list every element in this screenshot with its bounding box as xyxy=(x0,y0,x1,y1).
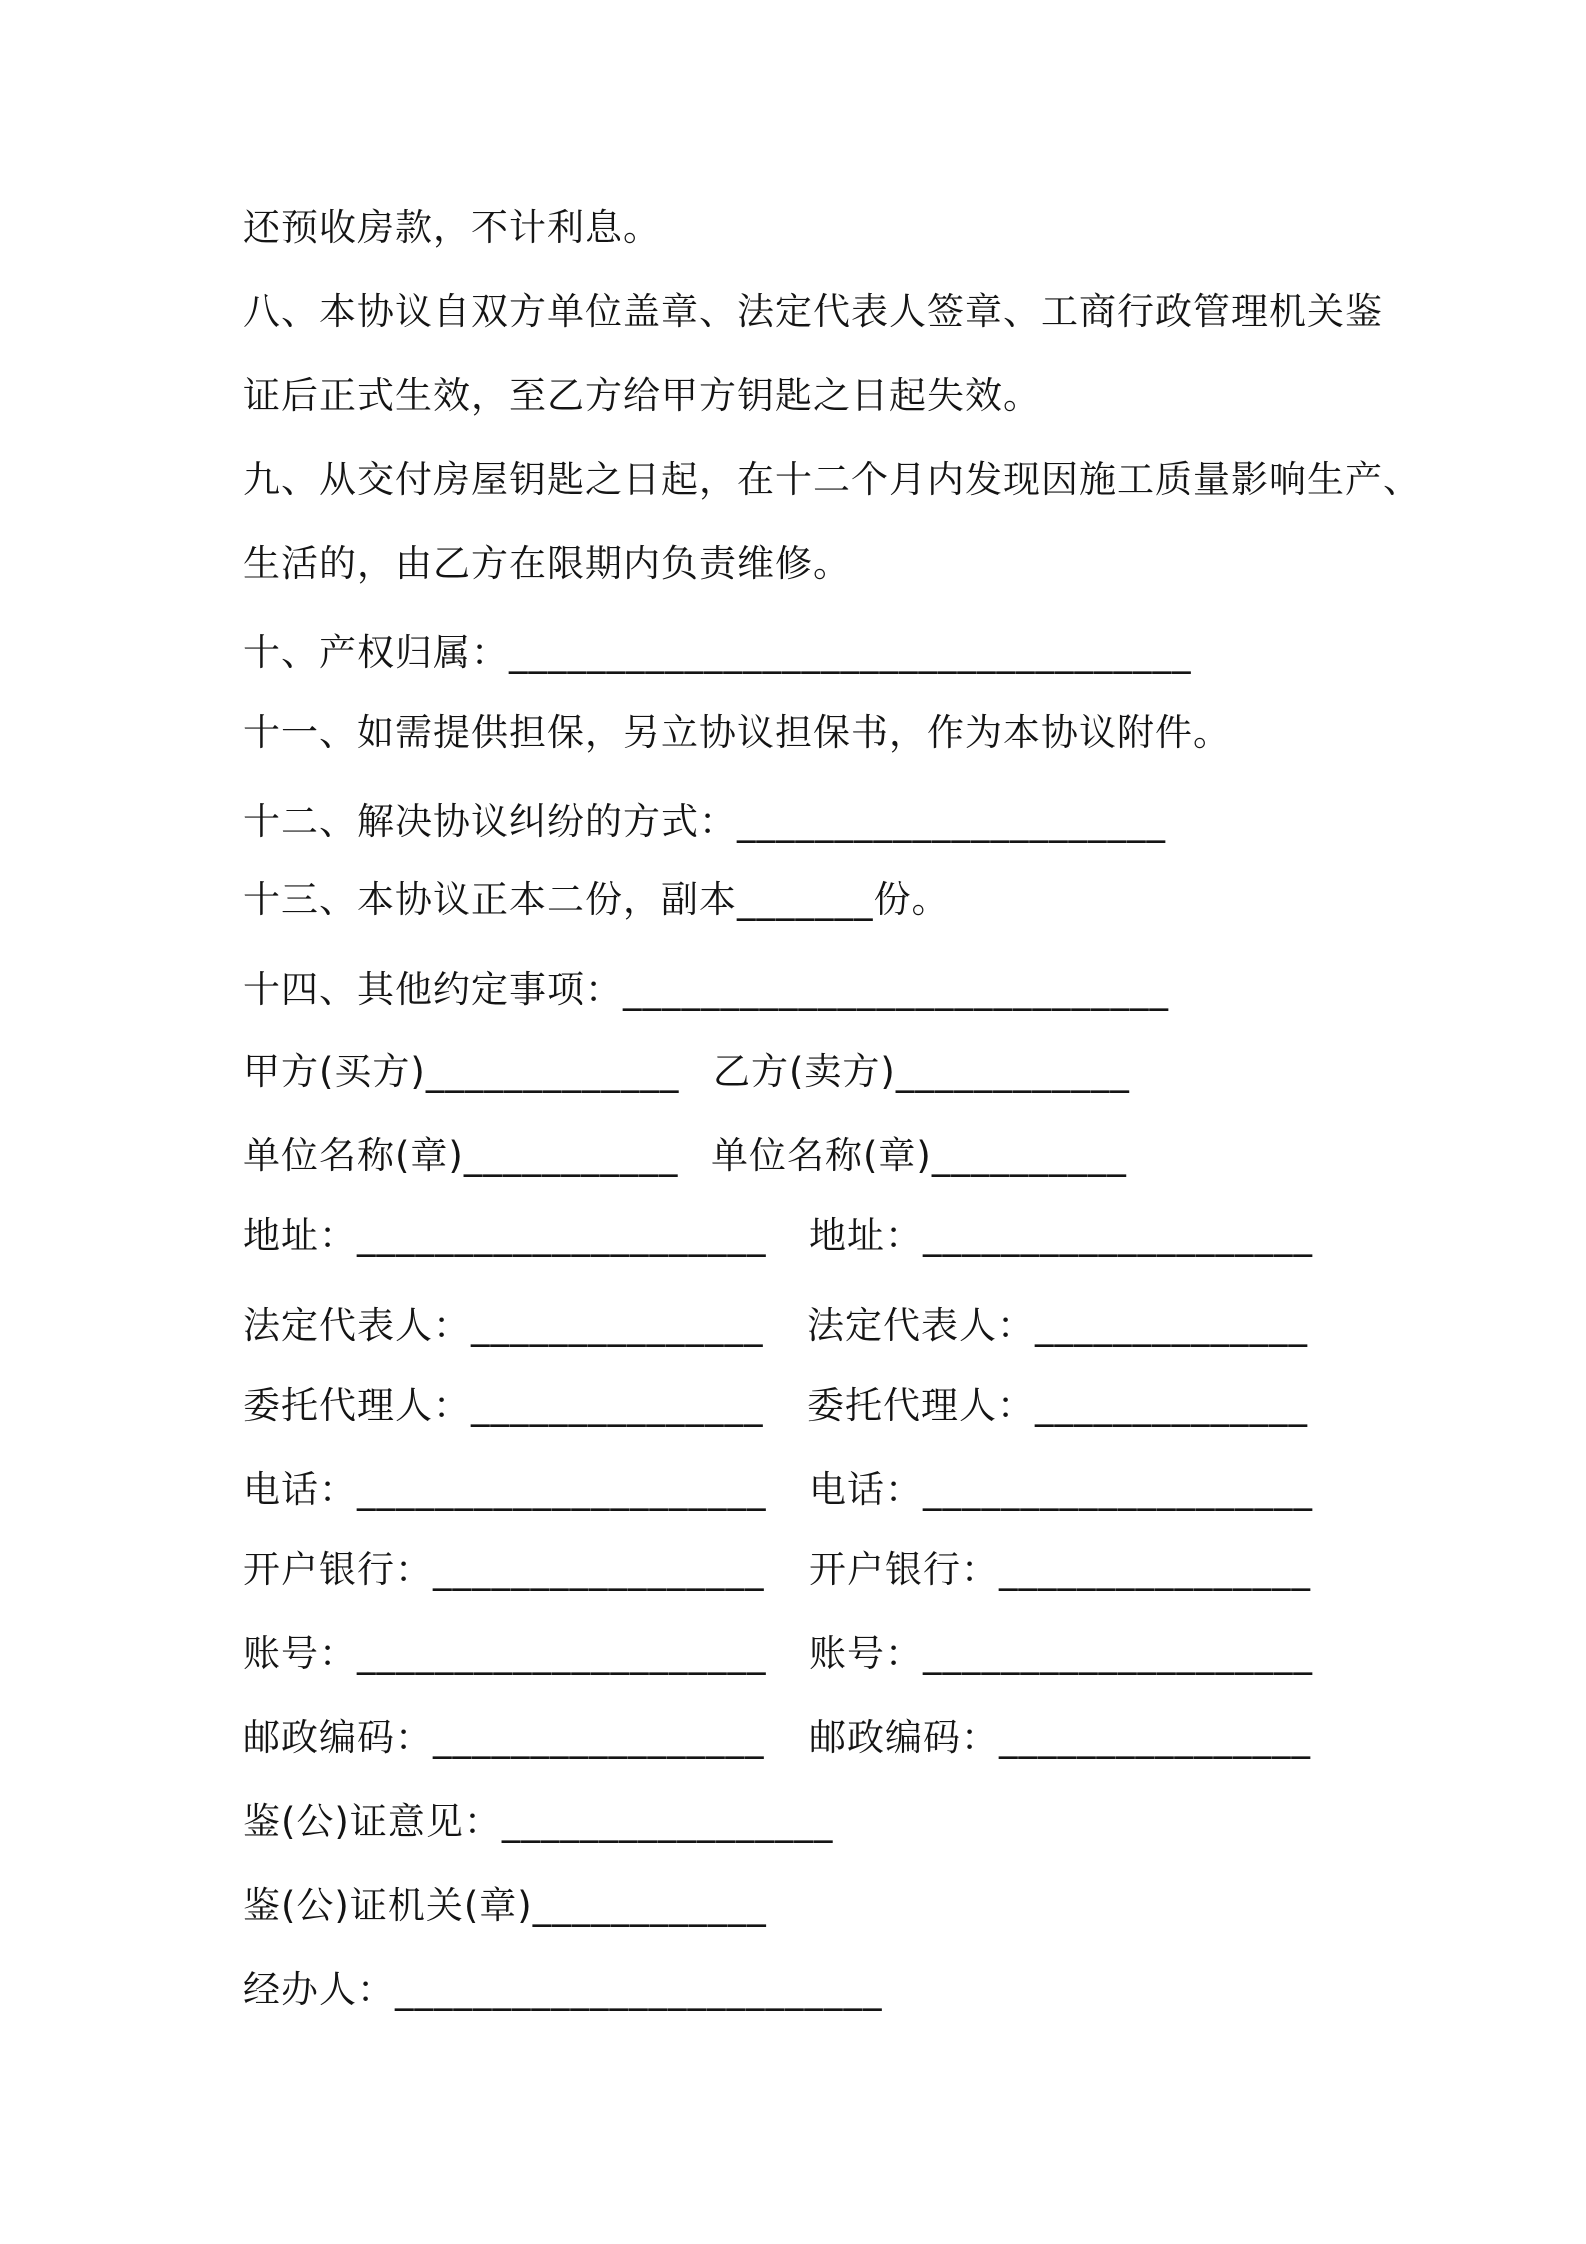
agent-b: 委托代理人：______________ xyxy=(807,1384,1308,1427)
account-b: 账号：____________________ xyxy=(809,1632,1313,1675)
legal-rep-row xyxy=(243,1304,1308,1348)
postcode-a: 邮政编码：_________________ xyxy=(243,1716,765,1759)
clause-14-other: 十四、其他约定事项：____________________________ xyxy=(243,968,1169,1011)
legal-rep-b: 法定代表人：______________ xyxy=(807,1304,1308,1347)
notary-authority: 鉴(公)证机关(章)____________ xyxy=(243,1884,767,1927)
unit-name-b: 单位名称(章)__________ xyxy=(711,1134,1127,1177)
address-a: 地址：_____________________ xyxy=(243,1214,767,1257)
clause-7-continuation: 还预收房款，不计利息。 xyxy=(243,206,661,249)
agent-row xyxy=(243,1384,1308,1428)
unit-name-row xyxy=(243,1134,1127,1178)
notary-opinion: 鉴(公)证意见：_________________ xyxy=(243,1800,834,1843)
phone-b: 电话：____________________ xyxy=(809,1468,1313,1511)
clause-11-guarantee: 十一、如需提供担保，另立协议担保书，作为本协议附件。 xyxy=(243,711,1231,754)
clause-8-line-2: 证后正式生效，至乙方给甲方钥匙之日起失效。 xyxy=(243,374,1041,417)
clause-12-dispute: 十二、解决协议纠纷的方式：______________________ xyxy=(243,800,1166,843)
clause-8-line-1: 八、本协议自双方单位盖章、法定代表人签章、工商行政管理机关鉴 xyxy=(243,290,1383,333)
unit-name-a: 单位名称(章)___________ xyxy=(243,1134,679,1177)
agent-a: 委托代理人：_______________ xyxy=(243,1384,764,1427)
clause-9-line-1: 九、从交付房屋钥匙之日起，在十二个月内发现因施工质量影响生产、 xyxy=(243,458,1421,501)
address-b: 地址：____________________ xyxy=(809,1214,1313,1257)
phone-a: 电话：_____________________ xyxy=(243,1468,767,1511)
legal-rep-a: 法定代表人：_______________ xyxy=(243,1304,764,1347)
account-a: 账号：_____________________ xyxy=(243,1632,767,1675)
clause-9-line-2: 生活的，由乙方在限期内负责维修。 xyxy=(243,542,851,585)
bank-a: 开户银行：_________________ xyxy=(243,1548,765,1591)
party-row xyxy=(243,1050,1130,1094)
clause-10-ownership: 十、产权归属：___________________________________ xyxy=(243,631,1192,674)
bank-b: 开户银行：________________ xyxy=(809,1548,1311,1591)
phone-row xyxy=(243,1468,1313,1512)
postcode-row xyxy=(243,1716,1311,1760)
clause-13-copies: 十三、本协议正本二份，副本_______份。 xyxy=(243,878,950,921)
party-b-field: 乙方(卖方)____________ xyxy=(713,1050,1130,1093)
handler: 经办人：_________________________ xyxy=(243,1968,883,2011)
postcode-b: 邮政编码：________________ xyxy=(809,1716,1311,1759)
party-a-field: 甲方(买方)_____________ xyxy=(243,1050,680,1093)
address-row xyxy=(243,1214,1313,1258)
account-row xyxy=(243,1632,1313,1676)
bank-row xyxy=(243,1548,1311,1592)
